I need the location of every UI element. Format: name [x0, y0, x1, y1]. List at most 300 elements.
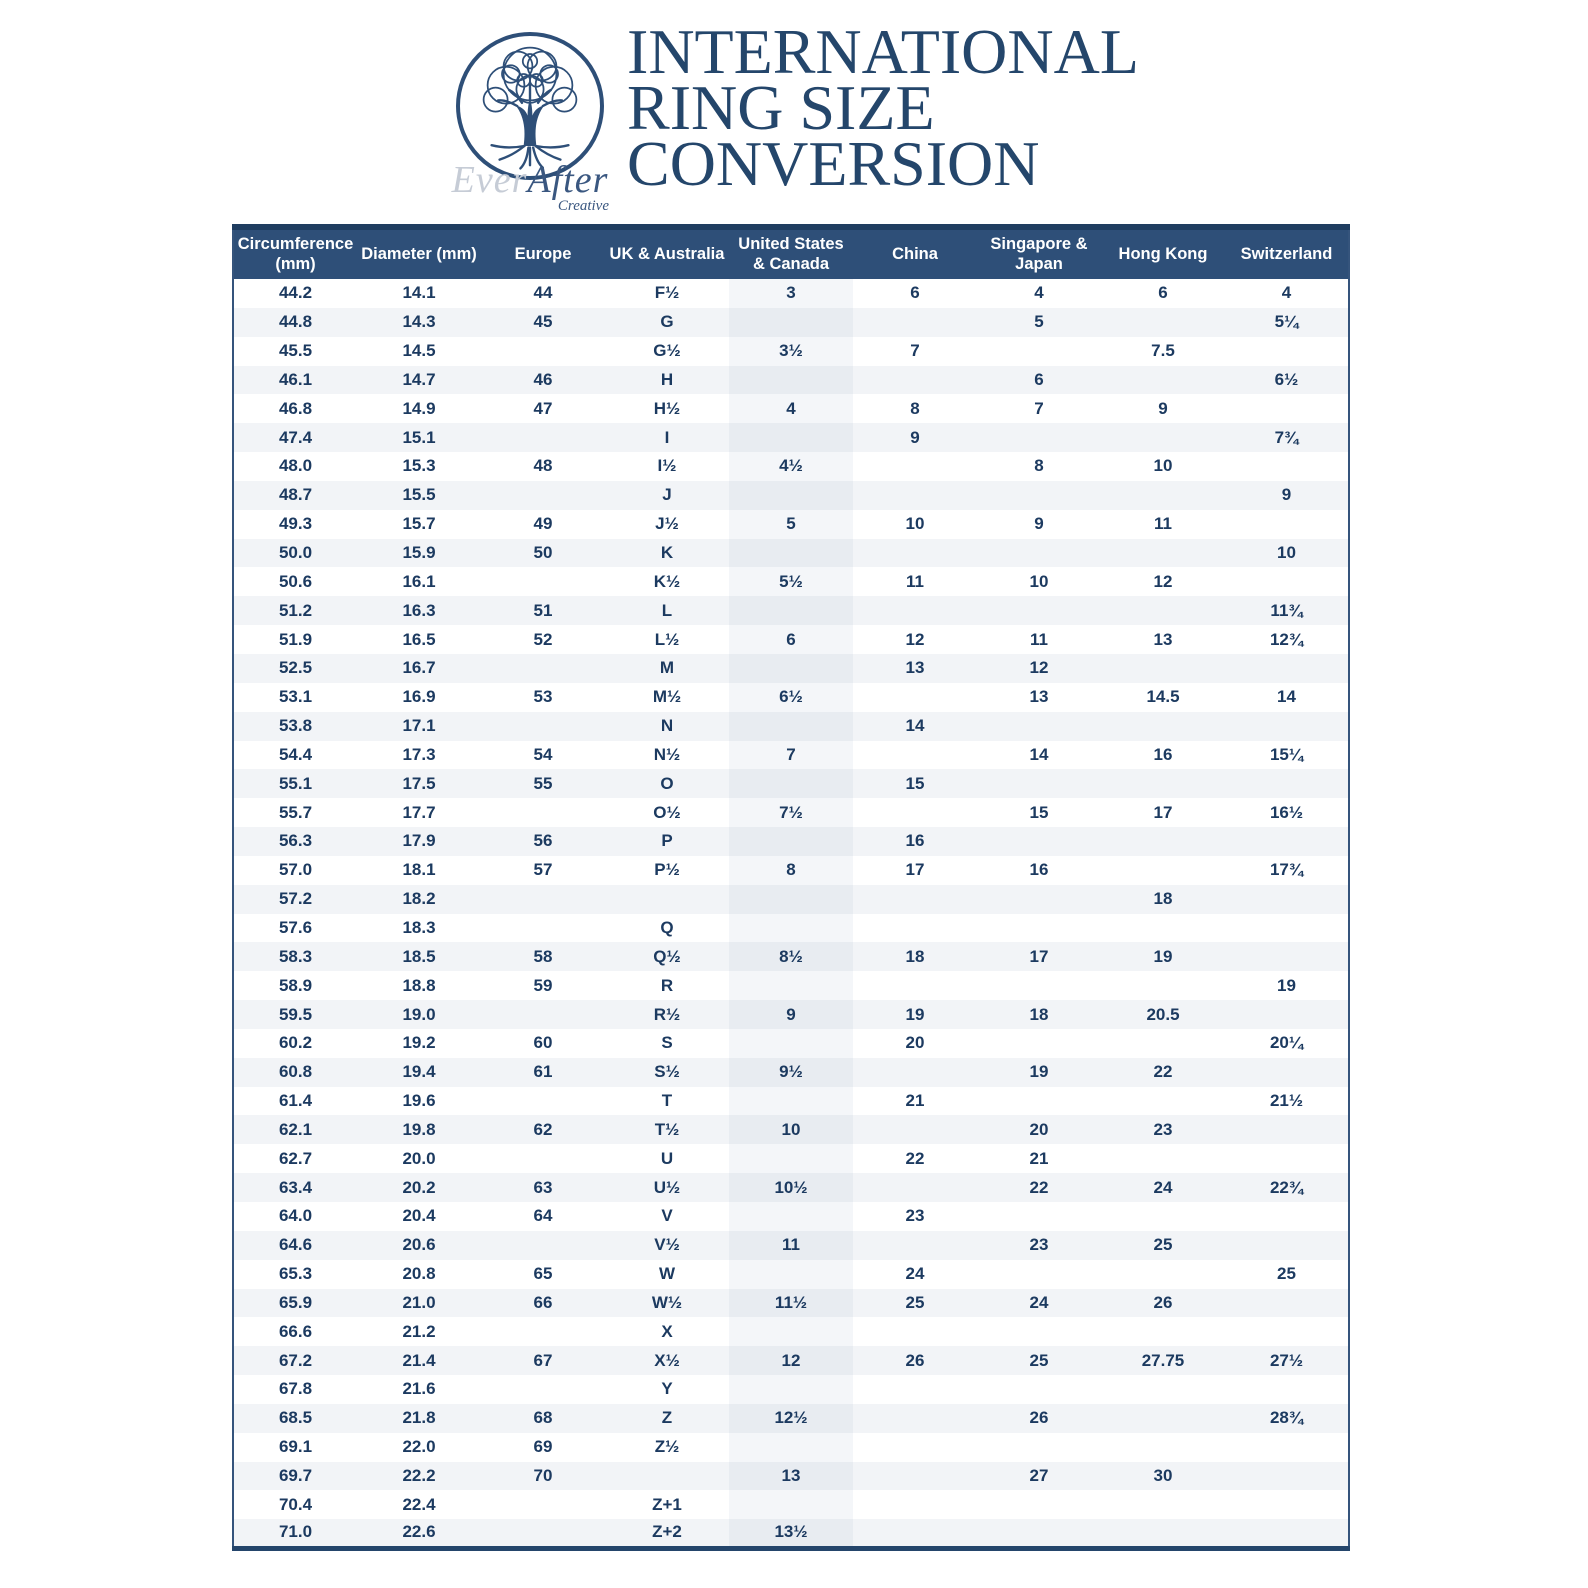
table-cell: U	[605, 1144, 729, 1173]
table-cell: Q	[605, 914, 729, 943]
table-cell: 27	[977, 1462, 1101, 1491]
table-cell: 10	[1225, 539, 1349, 568]
table-cell: W	[605, 1260, 729, 1289]
table-cell	[1225, 1000, 1349, 1029]
table-cell	[729, 423, 853, 452]
table-cell	[729, 1490, 853, 1519]
table-cell	[1225, 1115, 1349, 1144]
table-row	[233, 1519, 1349, 1548]
table-cell: 62	[481, 1115, 605, 1144]
table-cell: Z½	[605, 1433, 729, 1462]
table-cell: 68	[481, 1404, 605, 1433]
column-header-3: Europe	[481, 227, 605, 279]
table-cell: 15	[977, 798, 1101, 827]
table-cell: 16.7	[357, 654, 481, 683]
table-cell: 16	[853, 827, 977, 856]
table-cell: U½	[605, 1173, 729, 1202]
table-cell: L½	[605, 625, 729, 654]
table-cell: 18.1	[357, 856, 481, 885]
table-cell: 23	[853, 1202, 977, 1231]
table-row	[233, 1173, 1349, 1202]
table-cell	[1225, 1462, 1349, 1491]
table-cell: 5	[729, 510, 853, 539]
table-cell: 9	[1101, 394, 1225, 423]
table-cell: 66.6	[233, 1317, 357, 1346]
table-cell: 21½	[1225, 1087, 1349, 1116]
table-cell: 16	[977, 856, 1101, 885]
table-cell	[853, 1375, 977, 1404]
table-cell	[853, 1433, 977, 1462]
table-cell: 6½	[1225, 366, 1349, 395]
table-cell: 20.0	[357, 1144, 481, 1173]
table-cell: 60.2	[233, 1029, 357, 1058]
table-cell: 22¾	[1225, 1173, 1349, 1202]
column-header-9: Switzerland	[1225, 227, 1349, 279]
table-cell: 14	[977, 741, 1101, 770]
table-cell: 61	[481, 1058, 605, 1087]
table-cell: R	[605, 971, 729, 1000]
table-cell: 10	[977, 567, 1101, 596]
table-cell	[853, 683, 977, 712]
table-cell	[1101, 308, 1225, 337]
table-cell	[1101, 596, 1225, 625]
table-cell	[1225, 1317, 1349, 1346]
table-cell	[1225, 1144, 1349, 1173]
table-cell	[853, 1173, 977, 1202]
table-cell	[1101, 1087, 1225, 1116]
table-cell: H½	[605, 394, 729, 423]
table-cell: 58	[481, 942, 605, 971]
table-cell: 59	[481, 971, 605, 1000]
wordmark-creative: Creative	[557, 198, 609, 214]
table-cell: 12¾	[1225, 625, 1349, 654]
column-header-1: Circumference (mm)	[233, 227, 357, 279]
table-row	[233, 1202, 1349, 1231]
table-cell: 19	[1225, 971, 1349, 1000]
table-cell	[1101, 1375, 1225, 1404]
table-cell	[1225, 1519, 1349, 1548]
table-cell	[1225, 510, 1349, 539]
table-row	[233, 769, 1349, 798]
table-cell: J½	[605, 510, 729, 539]
table-cell: 8½	[729, 942, 853, 971]
table-row	[233, 1144, 1349, 1173]
table-cell	[1101, 914, 1225, 943]
table-cell: 7	[853, 337, 977, 366]
table-cell	[1101, 654, 1225, 683]
table-cell	[977, 971, 1101, 1000]
wordmark-ever: Ever	[451, 159, 528, 201]
table-row	[233, 741, 1349, 770]
table-row	[233, 279, 1349, 308]
table-cell	[481, 567, 605, 596]
table-cell: 25	[853, 1289, 977, 1318]
table-cell: 58.3	[233, 942, 357, 971]
table-cell: 54	[481, 741, 605, 770]
table-cell: 24	[1101, 1173, 1225, 1202]
table-cell	[853, 1404, 977, 1433]
table-row	[233, 1289, 1349, 1318]
table-cell: 14.9	[357, 394, 481, 423]
table-cell: K½	[605, 567, 729, 596]
table-cell	[481, 914, 605, 943]
table-cell: 18	[977, 1000, 1101, 1029]
table-cell	[729, 971, 853, 1000]
table-cell	[729, 308, 853, 337]
table-row	[233, 1260, 1349, 1289]
table-cell: 47.4	[233, 423, 357, 452]
table-cell: M	[605, 654, 729, 683]
table-cell: 46.8	[233, 394, 357, 423]
table-cell	[977, 337, 1101, 366]
table-cell: 21	[853, 1087, 977, 1116]
table-cell	[1225, 1202, 1349, 1231]
table-cell	[1225, 1058, 1349, 1087]
table-cell	[481, 1231, 605, 1260]
table-cell: 17	[1101, 798, 1225, 827]
ring-size-conversion-table	[232, 224, 1350, 1551]
table-cell: 18.2	[357, 885, 481, 914]
table-cell	[977, 1260, 1101, 1289]
table-row	[233, 1029, 1349, 1058]
table-cell: X	[605, 1317, 729, 1346]
table-cell: 11¾	[1225, 596, 1349, 625]
table-cell	[977, 481, 1101, 510]
table-row	[233, 394, 1349, 423]
table-cell: 16.9	[357, 683, 481, 712]
table-cell	[729, 769, 853, 798]
table-cell: 67.8	[233, 1375, 357, 1404]
table-cell: 26	[853, 1346, 977, 1375]
table-cell: 22.0	[357, 1433, 481, 1462]
table-cell: 14.3	[357, 308, 481, 337]
table-cell	[853, 1462, 977, 1491]
table-cell	[853, 798, 977, 827]
table-cell: 18	[853, 942, 977, 971]
table-cell	[1101, 1433, 1225, 1462]
table-cell: 27.75	[1101, 1346, 1225, 1375]
table-cell: 26	[977, 1404, 1101, 1433]
table-header	[233, 227, 1349, 279]
table-cell: 49.3	[233, 510, 357, 539]
column-header-5: United States & Canada	[729, 227, 853, 279]
table-cell: 59.5	[233, 1000, 357, 1029]
table-cell: 13	[1101, 625, 1225, 654]
table-row	[233, 337, 1349, 366]
table-cell: 11	[977, 625, 1101, 654]
table-cell: 21.6	[357, 1375, 481, 1404]
table-cell: 16.3	[357, 596, 481, 625]
table-cell: 47	[481, 394, 605, 423]
table-row	[233, 827, 1349, 856]
table-cell	[1101, 1202, 1225, 1231]
table-cell: 52.5	[233, 654, 357, 683]
table-cell	[853, 1519, 977, 1548]
table-cell: I	[605, 423, 729, 452]
table-cell: T½	[605, 1115, 729, 1144]
table-cell	[729, 481, 853, 510]
wordmark-after: After	[527, 159, 609, 201]
table-cell	[977, 1202, 1101, 1231]
table-cell: V	[605, 1202, 729, 1231]
table-cell	[481, 423, 605, 452]
table-cell: 11	[1101, 510, 1225, 539]
table-cell: 15.1	[357, 423, 481, 452]
brand-block	[425, 26, 635, 215]
table-row	[233, 481, 1349, 510]
table-cell: 58.9	[233, 971, 357, 1000]
table-cell: 11	[853, 567, 977, 596]
table-cell	[853, 1058, 977, 1087]
brand-wordmark	[425, 160, 635, 200]
table-cell: 7¾	[1225, 423, 1349, 452]
table-cell: 12½	[729, 1404, 853, 1433]
table-cell: 12	[1101, 567, 1225, 596]
table-cell: 70.4	[233, 1490, 357, 1519]
table-cell	[729, 1317, 853, 1346]
table-cell: 50	[481, 539, 605, 568]
table-cell: 9½	[729, 1058, 853, 1087]
table-cell: 44.2	[233, 279, 357, 308]
table-cell: 50.6	[233, 567, 357, 596]
table-cell: 17	[977, 942, 1101, 971]
table-cell	[853, 914, 977, 943]
table-cell: 16½	[1225, 798, 1349, 827]
table-cell: 4	[1225, 279, 1349, 308]
table-cell	[605, 1462, 729, 1491]
table-cell: N½	[605, 741, 729, 770]
table-row	[233, 971, 1349, 1000]
table-cell: 67.2	[233, 1346, 357, 1375]
table-cell: 30	[1101, 1462, 1225, 1491]
table-cell: 18.8	[357, 971, 481, 1000]
table-row	[233, 683, 1349, 712]
table-cell: L	[605, 596, 729, 625]
table-cell: 16.5	[357, 625, 481, 654]
table-cell: 18.5	[357, 942, 481, 971]
table-cell: 8	[853, 394, 977, 423]
table-cell: I½	[605, 452, 729, 481]
table-cell	[1101, 1260, 1225, 1289]
table-row	[233, 625, 1349, 654]
table-cell: 20.5	[1101, 1000, 1225, 1029]
table-cell: 51	[481, 596, 605, 625]
table-cell	[977, 1317, 1101, 1346]
table-cell: 60	[481, 1029, 605, 1058]
table-cell: 64.6	[233, 1231, 357, 1260]
table-cell: 10	[853, 510, 977, 539]
table-cell	[977, 596, 1101, 625]
table-cell: 22.6	[357, 1519, 481, 1548]
table-cell: M½	[605, 683, 729, 712]
table-cell	[853, 596, 977, 625]
table-cell	[977, 712, 1101, 741]
table-cell: 21	[977, 1144, 1101, 1173]
table-cell: 7	[977, 394, 1101, 423]
table-row	[233, 1404, 1349, 1433]
table-cell: 22	[1101, 1058, 1225, 1087]
table-cell	[481, 1144, 605, 1173]
table-cell: 46	[481, 366, 605, 395]
table-cell: 16	[1101, 741, 1225, 770]
table-cell	[729, 654, 853, 683]
table-cell	[977, 539, 1101, 568]
table-cell: 46.1	[233, 366, 357, 395]
table-cell	[729, 539, 853, 568]
table-row	[233, 308, 1349, 337]
table-cell: 25	[1225, 1260, 1349, 1289]
table-row	[233, 1433, 1349, 1462]
table-cell: 21.2	[357, 1317, 481, 1346]
table-cell: G	[605, 308, 729, 337]
table-row	[233, 885, 1349, 914]
table-cell	[1101, 1490, 1225, 1519]
title-line-1: INTERNATIONAL	[627, 16, 1139, 87]
table-cell: R½	[605, 1000, 729, 1029]
table-row	[233, 856, 1349, 885]
table-cell: 22	[977, 1173, 1101, 1202]
table-cell: 70	[481, 1462, 605, 1491]
table-cell: 9	[853, 423, 977, 452]
table-cell: 6	[853, 279, 977, 308]
table-cell: Z	[605, 1404, 729, 1433]
table-cell: 11½	[729, 1289, 853, 1318]
table-cell: 48	[481, 452, 605, 481]
table-cell	[1101, 712, 1225, 741]
table-row	[233, 654, 1349, 683]
table-cell	[1101, 423, 1225, 452]
table-cell: 17.5	[357, 769, 481, 798]
table-row	[233, 366, 1349, 395]
table-cell: 19	[977, 1058, 1101, 1087]
table-row	[233, 567, 1349, 596]
table-cell: Q½	[605, 942, 729, 971]
table-cell	[853, 366, 977, 395]
table-cell	[481, 1375, 605, 1404]
table-cell: 22	[853, 1144, 977, 1173]
table-cell	[481, 654, 605, 683]
table-cell	[729, 827, 853, 856]
table-row	[233, 1087, 1349, 1116]
table-cell: O	[605, 769, 729, 798]
table-cell: 17.9	[357, 827, 481, 856]
table-cell: S½	[605, 1058, 729, 1087]
table-cell: 14.5	[1101, 683, 1225, 712]
table-cell	[729, 1202, 853, 1231]
column-header-6: China	[853, 227, 977, 279]
table-cell: 6	[1101, 279, 1225, 308]
table-cell	[977, 1029, 1101, 1058]
table-cell	[1225, 394, 1349, 423]
table-cell: 63	[481, 1173, 605, 1202]
table-cell: 9	[729, 1000, 853, 1029]
table-cell: 13½	[729, 1519, 853, 1548]
table-row	[233, 1231, 1349, 1260]
table-cell: 4	[977, 279, 1101, 308]
table-cell: 15.5	[357, 481, 481, 510]
table-cell	[481, 1000, 605, 1029]
table-cell	[977, 1519, 1101, 1548]
table-cell: 68.5	[233, 1404, 357, 1433]
table-cell: 6½	[729, 683, 853, 712]
table-cell: 45.5	[233, 337, 357, 366]
table-cell: 19.2	[357, 1029, 481, 1058]
table-row	[233, 1346, 1349, 1375]
table-cell	[1101, 481, 1225, 510]
table-row	[233, 1115, 1349, 1144]
column-header-7: Singapore & Japan	[977, 227, 1101, 279]
table-cell	[1101, 856, 1225, 885]
table-cell: 25	[977, 1346, 1101, 1375]
table-cell: 52	[481, 625, 605, 654]
table-cell	[853, 481, 977, 510]
table-cell: 19.6	[357, 1087, 481, 1116]
table-cell: 27½	[1225, 1346, 1349, 1375]
table-cell: 55.7	[233, 798, 357, 827]
table-cell: P	[605, 827, 729, 856]
table-cell	[1225, 452, 1349, 481]
table-cell: 19	[853, 1000, 977, 1029]
table-cell: 51.2	[233, 596, 357, 625]
table-cell: 12	[729, 1346, 853, 1375]
table-cell	[1225, 942, 1349, 971]
table-cell	[1225, 712, 1349, 741]
table-cell: 14	[853, 712, 977, 741]
table-cell	[853, 308, 977, 337]
table-cell	[729, 1433, 853, 1462]
table-cell: 44	[481, 279, 605, 308]
table-cell	[1225, 827, 1349, 856]
table-cell: J	[605, 481, 729, 510]
table-cell: 14.1	[357, 279, 481, 308]
table-cell	[481, 885, 605, 914]
table-cell: 19.8	[357, 1115, 481, 1144]
table-cell	[1225, 1289, 1349, 1318]
table-cell	[729, 914, 853, 943]
table-cell: 12	[977, 654, 1101, 683]
table-cell: 10	[729, 1115, 853, 1144]
table-cell: F½	[605, 279, 729, 308]
table-cell: V½	[605, 1231, 729, 1260]
table-cell	[853, 741, 977, 770]
table-cell	[729, 1087, 853, 1116]
table-cell	[1101, 769, 1225, 798]
table-cell: Y	[605, 1375, 729, 1404]
table-cell: 65	[481, 1260, 605, 1289]
table-cell	[729, 1144, 853, 1173]
table-cell	[853, 452, 977, 481]
table-cell: 11	[729, 1231, 853, 1260]
table-cell	[853, 971, 977, 1000]
table-cell	[853, 1490, 977, 1519]
table-cell	[481, 798, 605, 827]
table-cell: Z+1	[605, 1490, 729, 1519]
table-cell: 14	[1225, 683, 1349, 712]
table-header-row	[233, 227, 1349, 279]
table-cell	[1101, 1519, 1225, 1548]
table-cell: 24	[977, 1289, 1101, 1318]
table-cell: 15	[853, 769, 977, 798]
table-cell	[1225, 885, 1349, 914]
table-cell: 15¼	[1225, 741, 1349, 770]
table-cell	[1225, 769, 1349, 798]
table-cell: 20.8	[357, 1260, 481, 1289]
table-row	[233, 798, 1349, 827]
table-cell: 62.7	[233, 1144, 357, 1173]
table-cell: 44.8	[233, 308, 357, 337]
table-cell	[1225, 1231, 1349, 1260]
table-cell	[977, 914, 1101, 943]
